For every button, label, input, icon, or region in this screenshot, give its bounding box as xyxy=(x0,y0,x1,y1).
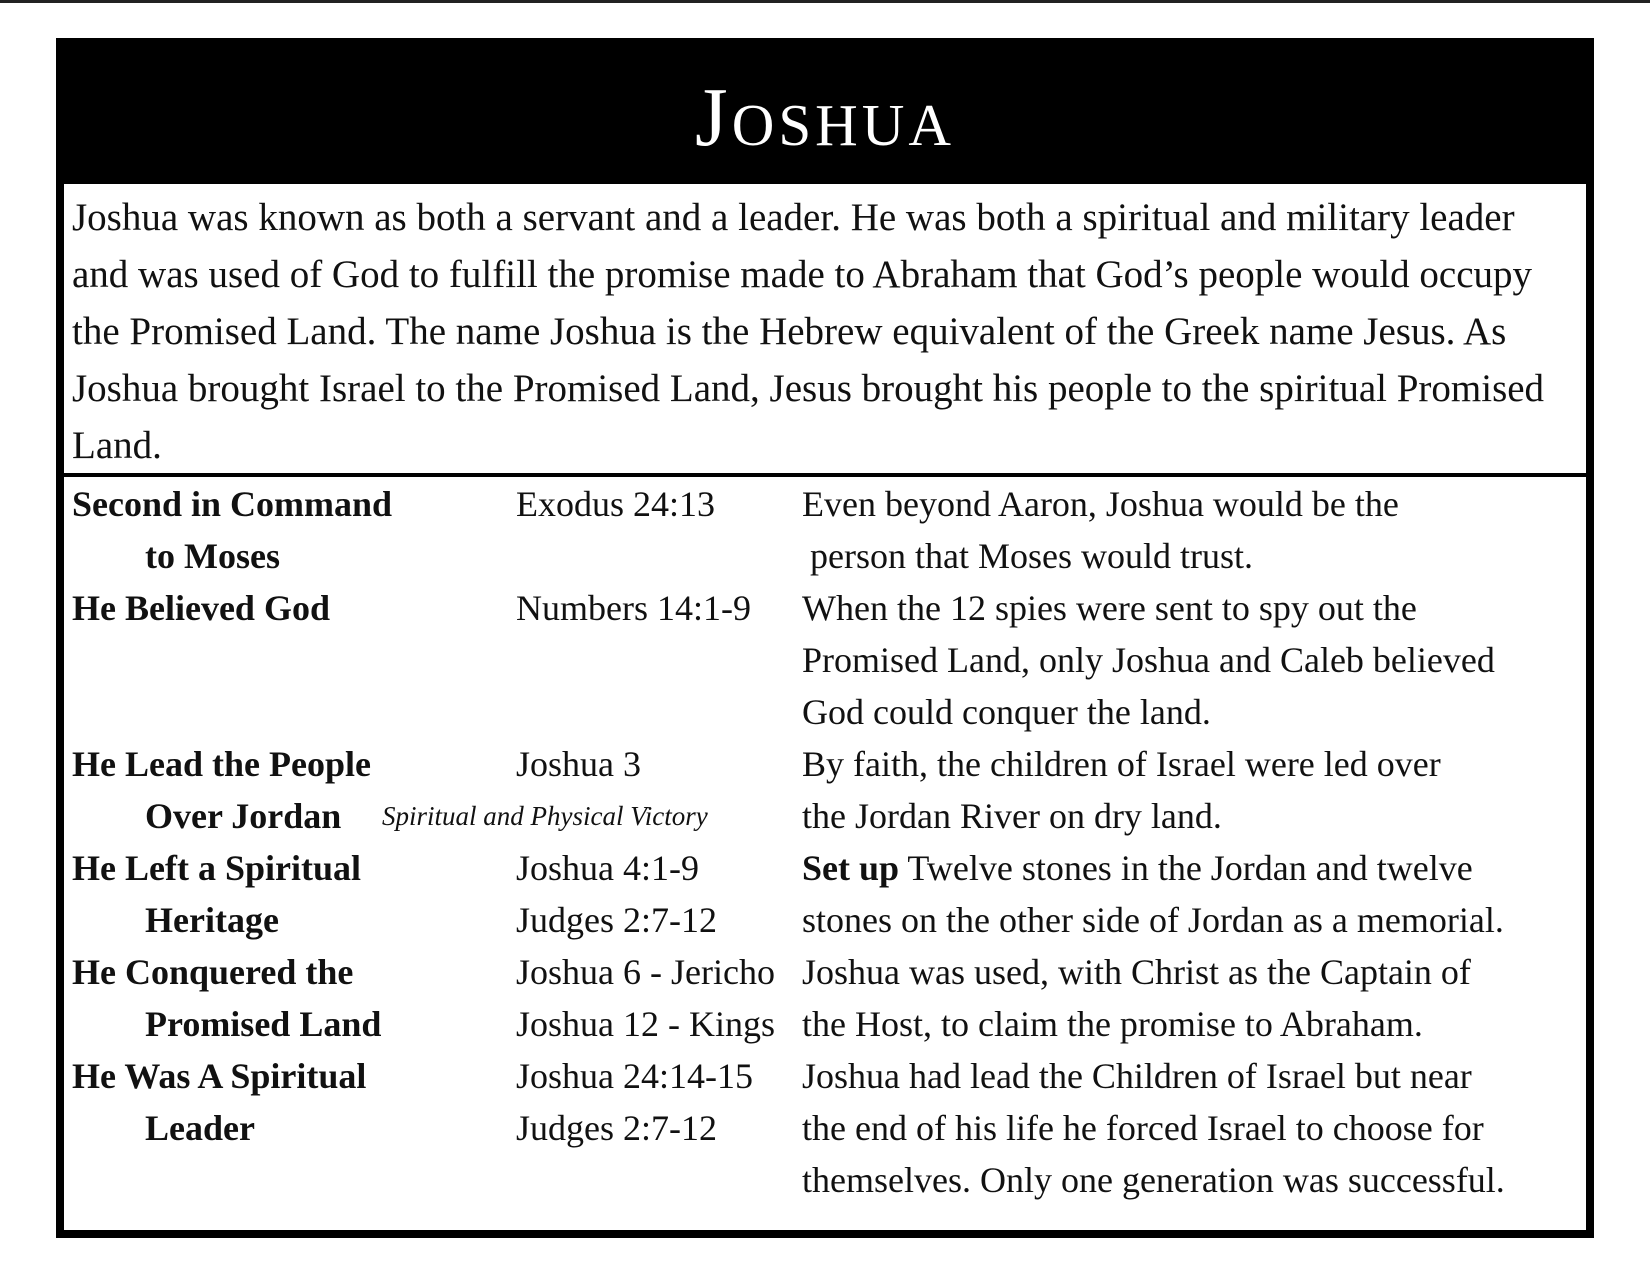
event-description: Joshua was used, with Christ as the Captain of xyxy=(802,952,1471,992)
event-description: God could conquer the land. xyxy=(802,692,1211,732)
event-reference: Joshua 24:14-15 xyxy=(516,1056,753,1096)
event-description: person that Moses would trust. xyxy=(810,536,1253,576)
event-title: Heritage xyxy=(145,900,279,940)
event-title: He Believed God xyxy=(72,588,330,628)
page-title: Joshua xyxy=(695,71,955,164)
event-reference: Joshua 3 xyxy=(516,744,641,784)
event-title: Promised Land xyxy=(145,1004,382,1044)
event-row xyxy=(64,946,1586,1050)
event-description: stones on the other side of Jordan as a memorial. xyxy=(802,900,1504,940)
event-reference: Joshua 4:1-9 xyxy=(516,848,699,888)
event-description-text: Twelve stones in the Jordan and twelve xyxy=(899,848,1473,888)
event-title: Over Jordan xyxy=(145,796,342,836)
event-reference: Numbers 14:1-9 xyxy=(516,588,751,628)
event-reference: Joshua 6 - Jericho xyxy=(516,952,775,992)
event-reference: Judges 2:7-12 xyxy=(516,900,717,940)
event-title: to Moses xyxy=(145,536,280,576)
event-row xyxy=(64,1050,1586,1206)
event-description: By faith, the children of Israel were led over xyxy=(802,744,1441,784)
event-row xyxy=(64,738,1586,842)
event-reference: Joshua 12 - Kings xyxy=(516,1004,775,1044)
event-description-bold-lead: Set up xyxy=(802,848,900,888)
section-divider xyxy=(64,473,1586,477)
events-table xyxy=(64,478,1586,1206)
event-row xyxy=(64,478,1586,582)
joshua-card xyxy=(56,38,1594,1238)
event-note: Spiritual and Physical Victory xyxy=(382,801,708,831)
event-description: Joshua had lead the Children of Israel but near xyxy=(802,1056,1472,1096)
event-description: When the 12 spies were sent to spy out the xyxy=(802,588,1417,628)
event-reference: Judges 2:7-12 xyxy=(516,1108,717,1148)
event-title: He Left a Spiritual xyxy=(72,848,361,888)
event-title: He Conquered the xyxy=(72,952,354,992)
event-description: themselves. Only one generation was successful. xyxy=(802,1160,1505,1200)
event-description: the Jordan River on dry land. xyxy=(802,796,1222,836)
top-rule xyxy=(0,0,1650,3)
event-row xyxy=(64,582,1586,738)
event-row xyxy=(64,842,1586,946)
event-description xyxy=(802,842,1473,894)
event-description: Even beyond Aaron, Joshua would be the xyxy=(802,484,1399,524)
event-description: Promised Land, only Joshua and Caleb believed xyxy=(802,640,1495,680)
event-title: He Was A Spiritual xyxy=(72,1056,367,1096)
event-title: Second in Command xyxy=(72,484,393,524)
title-bar xyxy=(64,46,1586,184)
intro-paragraph: Joshua was known as both a servant and a leader. He was both a spiritual and military leader and was used of God to fulfill the promise made to Abraham that God’s people would occupy the Promised Land. The name Joshua is the Hebrew equivalent of the Greek name Jesus. As Joshua brought Israel to the Promised Land, Jesus brought his people to the spiritual Promised Land. xyxy=(72,196,1545,467)
event-description: the Host, to claim the promise to Abraham. xyxy=(802,1004,1423,1044)
event-title: Leader xyxy=(145,1108,255,1148)
event-title: He Lead the People xyxy=(72,744,371,784)
event-description: the end of his life he forced Israel to choose for xyxy=(802,1108,1484,1148)
event-reference: Exodus 24:13 xyxy=(516,484,716,524)
